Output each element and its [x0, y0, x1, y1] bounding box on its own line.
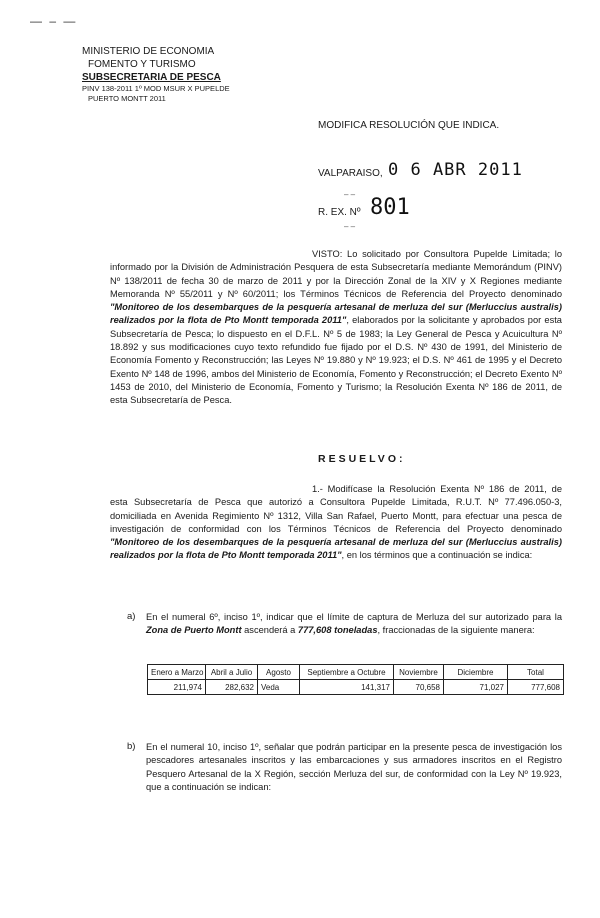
ministry-name-line2: FOMENTO Y TURISMO — [88, 59, 196, 70]
article-1-project-title: "Monitoreo de los desembarques de la pesquería artesanal de merluza del sur (Merluccius australis) realizados por la flota de Pto Montt temporada 2011" — [110, 537, 562, 561]
issue-date-stamp: 0 6 ABR 2011 — [388, 160, 523, 180]
undersecretariat-name: SUBSECRETARIA DE PESCA — [82, 72, 221, 83]
item-a-text-2: ascenderá a — [244, 625, 296, 636]
table-row — [148, 680, 564, 695]
reference-line-2: PUERTO MONTT 2011 — [88, 94, 166, 103]
table-cell: 141,317 — [300, 680, 394, 695]
resolution-label: R. EX. Nº — [318, 207, 361, 218]
item-a-text-1: En el numeral 6º, inciso 1º, indicar que el límite de captura de Merluza del sur autorizado para la — [146, 612, 562, 622]
table-cell: 282,632 — [206, 680, 258, 695]
item-b-paragraph: En el numeral 10, inciso 1º, señalar que podrán participar en la presente pesca de investigación los pescadores artesanales inscritos y las embarcaciones y sus armadores inscritos en el Registro Pesquero Artesanal de la X Región, sección Merluza del sur, de conformidad con la Ley Nº 19.923, que a continuación se indican: — [146, 742, 562, 792]
visto-tail: , elaborados por la solicitante y aprobados por esta Subsecretaría de Pesca; lo dispuesto en el D.F.L. Nº 5 de 1983; la Ley General de Pesca y Acuicultura Nº 18.892 y sus modificaciones cuyo texto refundido fue fijado por el D.S. Nº 430 de 1991, del Ministerio de Economía Fomento y Reconstrucción; las Leyes Nº 19.880 y Nº 19.923; el D.S. Nº 461 de 1995 y el Decreto Exento Nº 148 de 1996, ambos del Ministerio de Economía, Fomento y Reconstrucción; el Decreto Exento Nº 1453 de 2010, del Ministerio de Economía, Fomento y Turismo; la Resolución Exenta Nº 186 de 2011, de esta Subsecretaría de Pesca. — [110, 315, 562, 406]
reference-line-1: PINV 138-2011 1º MOD MSUR X PUPELDE — [82, 84, 230, 93]
document-subject: MODIFICA RESOLUCIÓN QUE INDICA. — [318, 120, 500, 131]
item-a-paragraph — [146, 611, 562, 638]
item-a-zone: Zona de Puerto Montt — [146, 625, 242, 636]
resuelvo-heading: RESUELVO: — [318, 453, 406, 465]
table-header-row — [148, 665, 564, 680]
item-a-marker: a) — [127, 611, 136, 622]
visto-paragraph — [110, 248, 562, 408]
table-header-cell: Total — [508, 665, 564, 680]
table-header-cell: Abril a Julio — [206, 665, 258, 680]
table-cell: 777,608 — [508, 680, 564, 695]
resolution-number-stamp: 801 — [370, 195, 410, 220]
table-cell: 211,974 — [148, 680, 206, 695]
article-1-lead: 1.- Modifícase la Resolución Exenta Nº 186 de 2011, de esta Subsecretaría de Pesca que autorizó a Consultora Pupelde Limitada, R.U.T. Nº 77.496.050-3, domiciliada en Avenida Regimiento Nº 1312, Villa San Rafael, Puerto Montt, para efectuar una pesca de investigación de conformidad con los Términos Técnicos de Referencia del Proyecto denominado — [110, 484, 562, 534]
article-1-tail: , en los términos que a continuación se indica: — [341, 550, 533, 561]
article-1-paragraph — [110, 483, 562, 563]
item-a-amount: 777,608 toneladas — [297, 625, 378, 636]
table-cell: Veda — [258, 680, 300, 695]
issue-place: VALPARAISO, — [318, 168, 383, 179]
visto-project-title: "Monitoreo de los desembarques de la pesquería artesanal de merluza del sur (Merluccius australis) realizados por la flota de Pto Montt temporada 2011" — [110, 302, 562, 326]
ministry-name: MINISTERIO DE ECONOMIA — [82, 46, 215, 57]
table-header-cell: Enero a Marzo — [148, 665, 206, 680]
table-header-cell: Noviembre — [394, 665, 444, 680]
table-header-cell: Septiembre a Octubre — [300, 665, 394, 680]
tick-mark: – – — [344, 190, 356, 199]
catch-quota-table — [147, 664, 564, 695]
table-header-cell: Diciembre — [444, 665, 508, 680]
table-cell: 71,027 — [444, 680, 508, 695]
item-b-marker: b) — [127, 741, 136, 752]
letterhead — [82, 45, 230, 104]
item-a-text-3: , fraccionadas de la siguiente manera: — [377, 625, 535, 636]
visto-lead: VISTO: Lo solicitado por Consultora Pupelde Limitada; lo informado por la División de Administración Pesquera de esta Subsecretaría mediante Memorándum (PINV) Nº 138/2011 de fecha 30 de marzo de 2011 y por la Dirección Zonal de la XIV y X Regiones mediante Memoranda Nº 55/2011 y Nº 60/2011; los Términos Técnicos de Referencia del Proyecto denominado — [110, 249, 562, 299]
table-header-cell: Agosto — [258, 665, 300, 680]
header-marks: — – — — [30, 14, 78, 28]
tick-mark: – – — [344, 222, 356, 231]
table-cell: 70,658 — [394, 680, 444, 695]
